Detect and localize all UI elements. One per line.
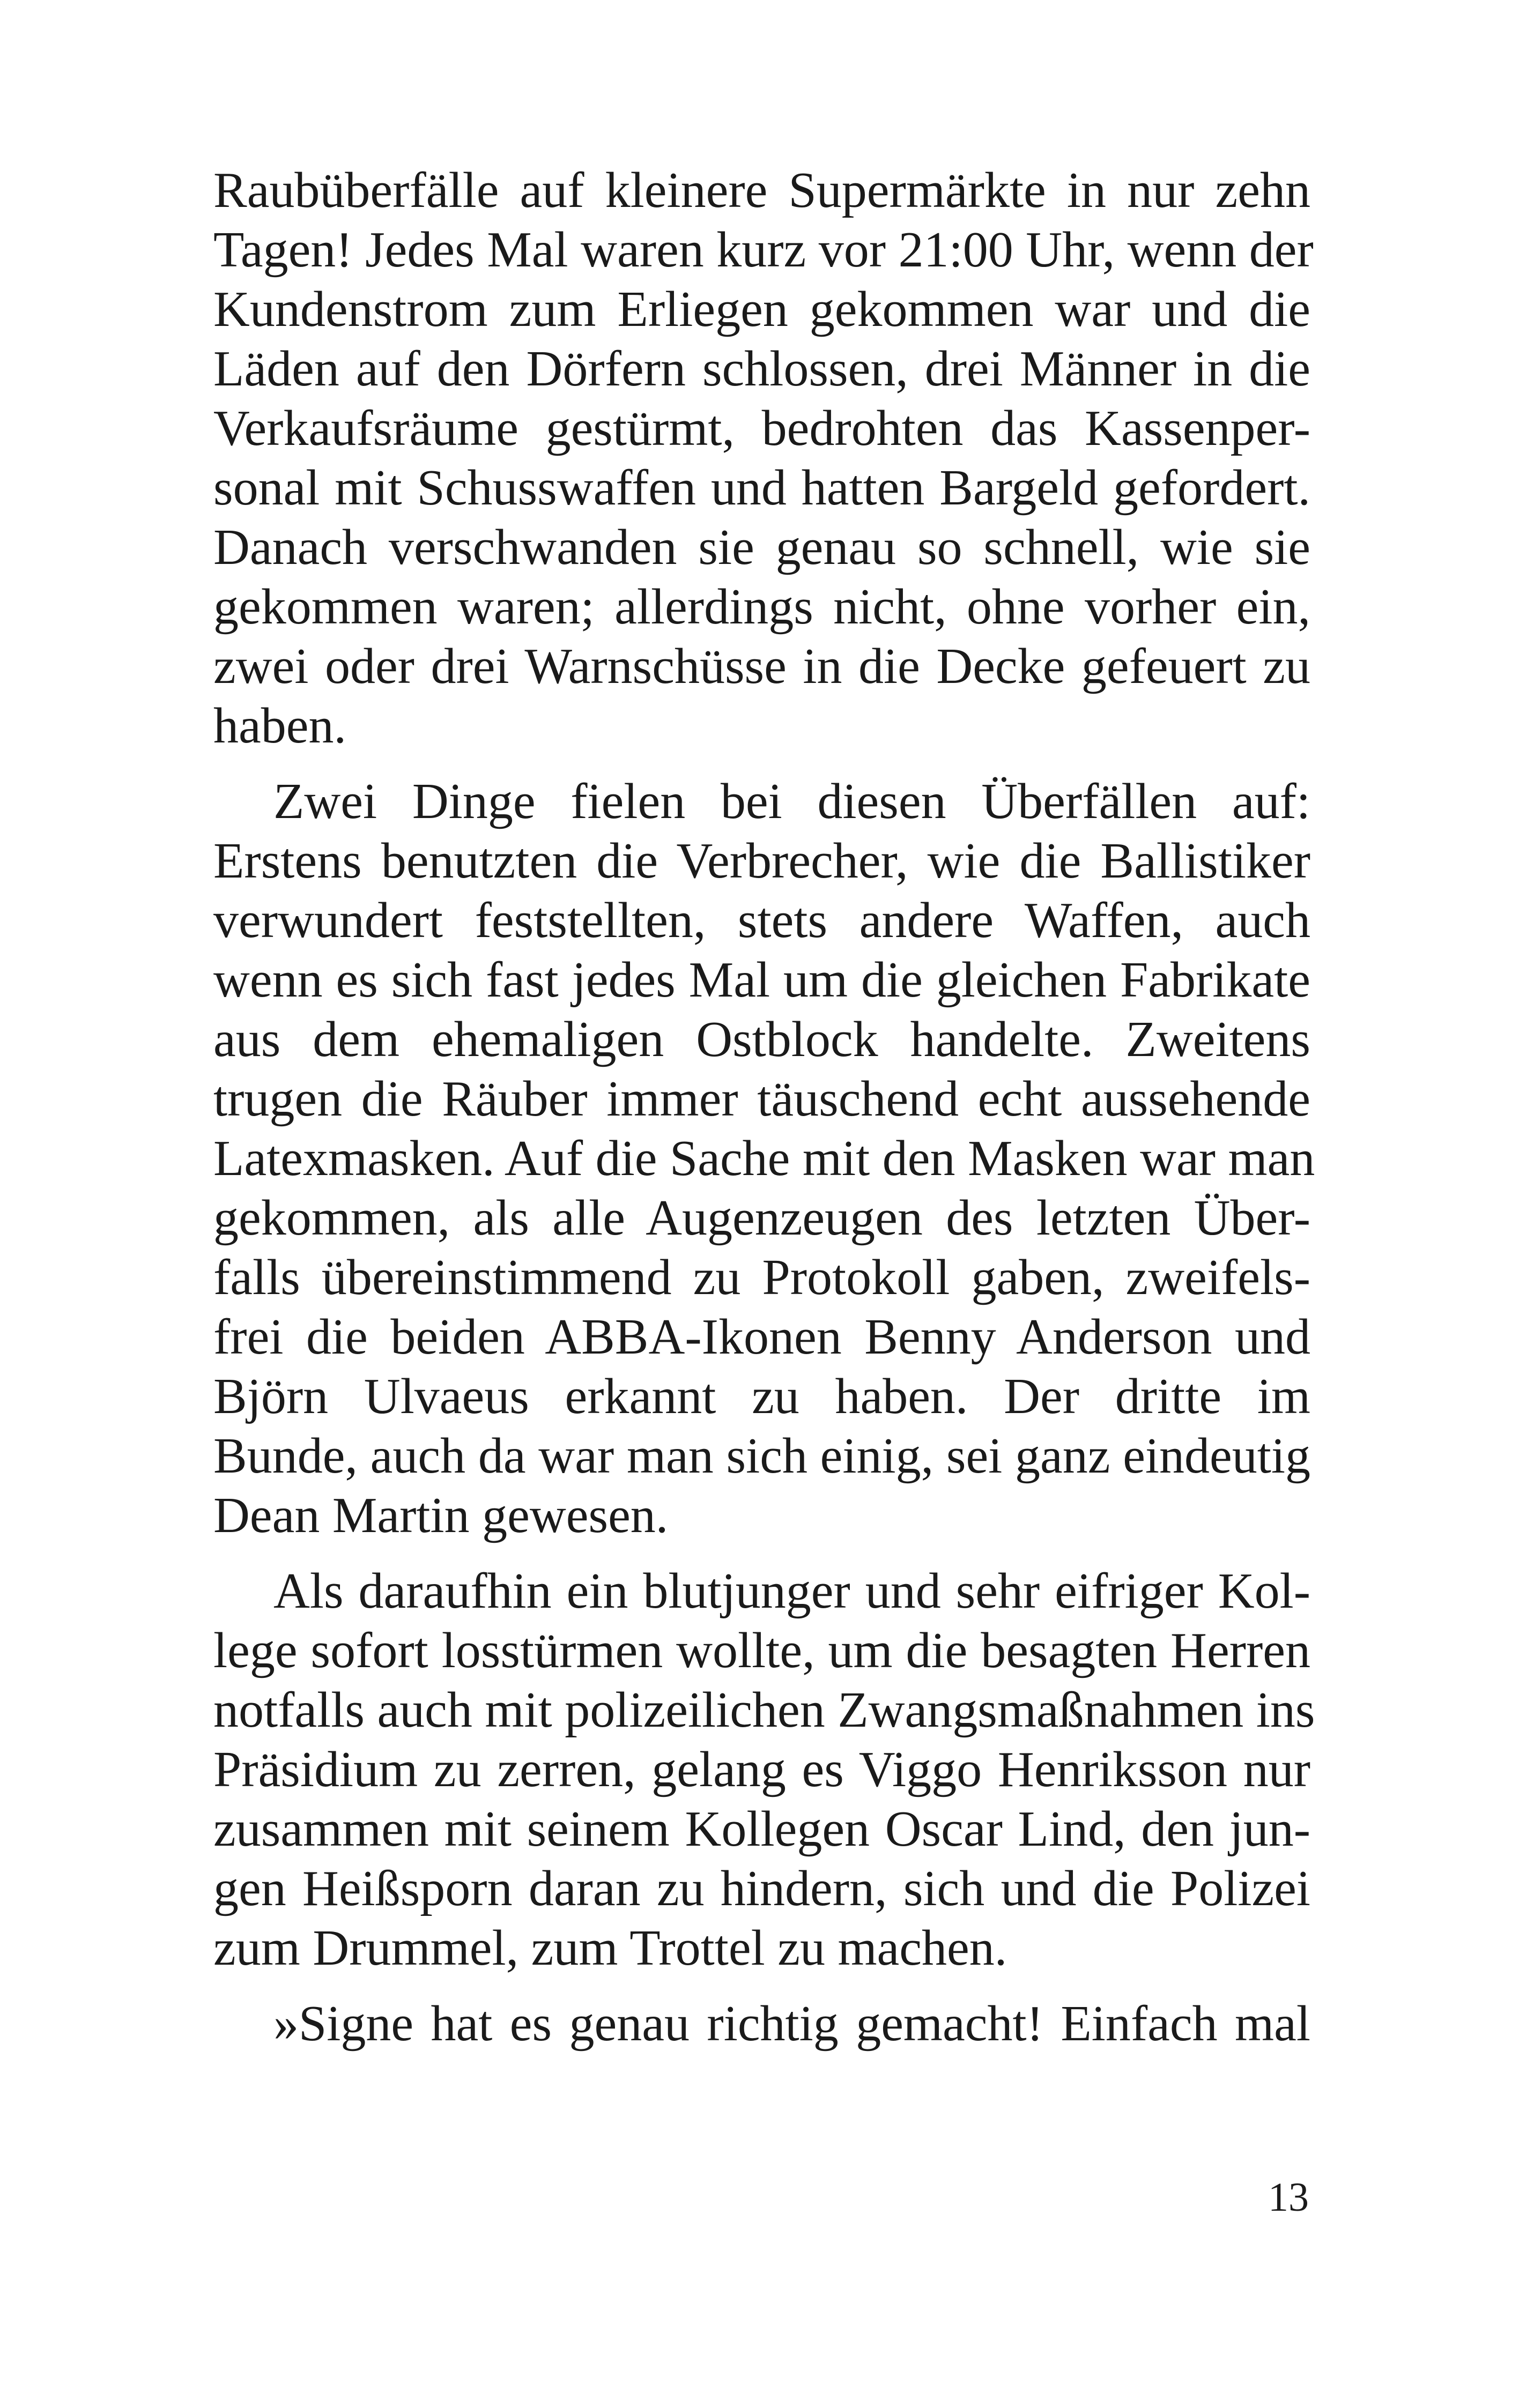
text-line: sonal mit Schusswaffen und hatten Bargeld gefordert.: [213, 460, 1310, 516]
text-line: Verkaufsräume gestürmt, bedrohten das Kassenper-: [213, 400, 1310, 456]
text-line: Danach verschwanden sie genau so schnell, wie sie: [213, 519, 1310, 575]
text-line: falls übereinstimmend zu Protokoll gaben, zweifels-: [213, 1250, 1310, 1305]
text-line: Als daraufhin ein blutjunger und sehr eifriger Kol-: [273, 1563, 1310, 1619]
text-line: Zwei Dinge fielen bei diesen Überfällen auf:: [273, 774, 1310, 829]
text-line: wenn es sich fast jedes Mal um die gleichen Fabrikate: [213, 952, 1310, 1008]
text-line: Tagen! Jedes Mal waren kurz vor 21:00 Uhr, wenn der: [213, 222, 1314, 278]
text-line: gekommen waren; allerdings nicht, ohne vorher ein,: [213, 579, 1310, 635]
text-line: zum Drummel, zum Trottel zu machen.: [213, 1920, 1007, 1976]
text-line: verwundert feststellten, stets andere Waffen, auch: [213, 893, 1310, 948]
text-line: Erstens benutzten die Verbrecher, wie die Ballistiker: [213, 833, 1310, 889]
text-line: Bunde, auch da war man sich einig, sei ganz eindeutig: [213, 1428, 1310, 1484]
text-line: Kundenstrom zum Erliegen gekommen war und die: [213, 281, 1310, 337]
text-line: aus dem ehemaligen Ostblock handelte. Zweitens: [213, 1012, 1310, 1067]
text-line: haben.: [213, 698, 346, 754]
text-line: Björn Ulvaeus erkannt zu haben. Der dritte im: [213, 1369, 1310, 1424]
text-line: frei die beiden ABBA-Ikonen Benny Anderson und: [213, 1309, 1310, 1365]
body-text: [213, 161, 1315, 2054]
text-line: Dean Martin gewesen.: [213, 1488, 669, 1543]
text-line: trugen die Räuber immer täuschend echt aussehende: [213, 1071, 1310, 1127]
paragraph-gap: [213, 1545, 1310, 1562]
text-line: Latexmasken. Auf die Sache mit den Masken war man: [213, 1131, 1315, 1186]
page-number: 13: [1268, 2175, 1309, 2220]
paragraph: [213, 161, 1314, 756]
text-line: gen Heißsporn daran zu hindern, sich und die Polizei: [213, 1861, 1310, 1916]
text-line: gekommen, als alle Augenzeugen des letzten Über-: [213, 1190, 1310, 1246]
text-line: zusammen mit seinem Kollegen Oscar Lind, den jun-: [213, 1801, 1310, 1857]
paragraph-gap: [213, 1978, 1310, 1994]
text-line: Präsidium zu zerren, gelang es Viggo Henriksson nur: [213, 1742, 1310, 1797]
text-line: notfalls auch mit polizeilichen Zwangsmaßnahmen ins: [213, 1682, 1315, 1738]
paragraph: [213, 1994, 1310, 2054]
text-line: Läden auf den Dörfern schlossen, drei Männer in die: [213, 341, 1310, 397]
paragraph: [213, 1562, 1315, 1978]
text-line: lege sofort losstürmen wollte, um die besagten Herren: [213, 1623, 1310, 1678]
paragraph: [213, 772, 1315, 1545]
paragraph-gap: [213, 756, 1310, 772]
text-line: Raubüberfälle auf kleinere Supermärkte in nur zehn: [213, 162, 1310, 218]
text-line: »Signe hat es genau richtig gemacht! Einfach mal: [273, 1996, 1310, 2052]
text-line: zwei oder drei Warnschüsse in die Decke gefeuert zu: [213, 638, 1310, 694]
